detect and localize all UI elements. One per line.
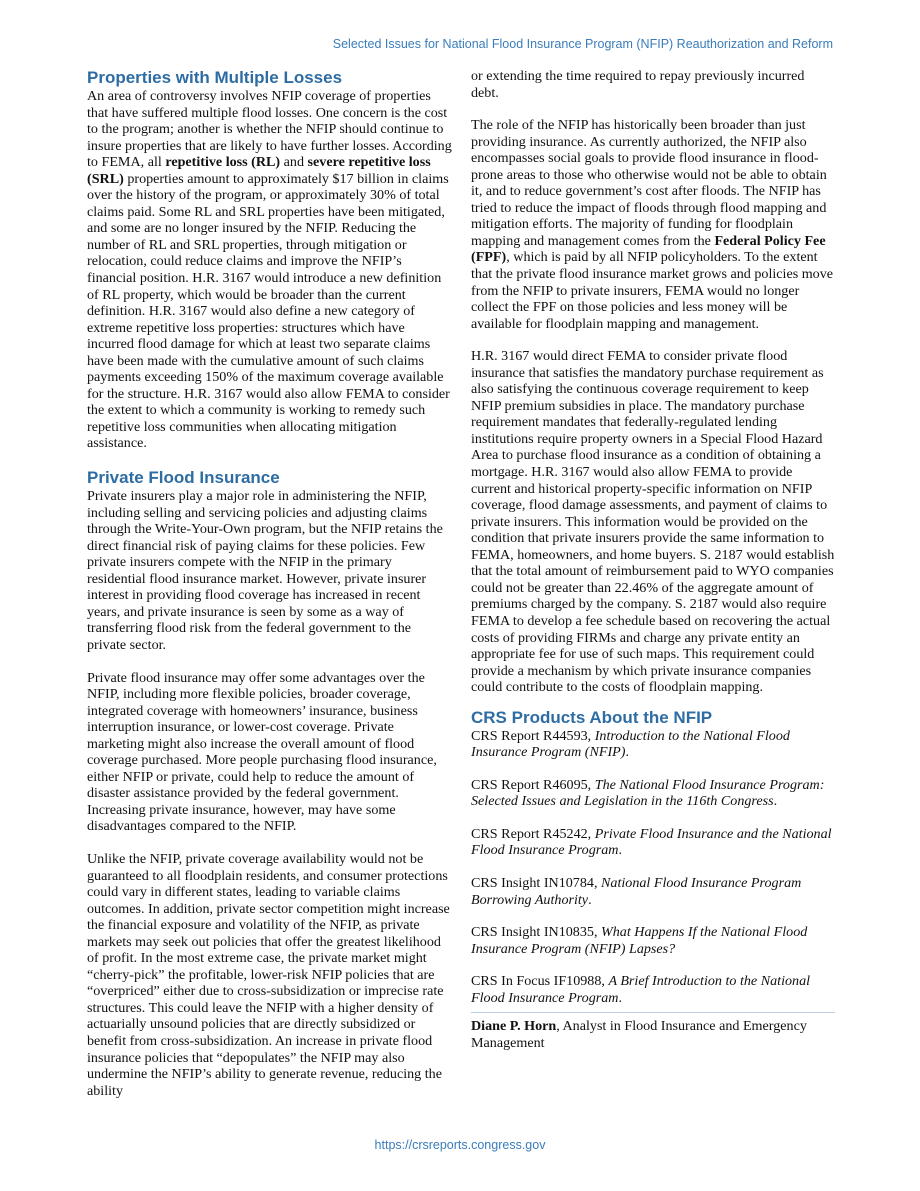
paragraph-nfip-role: The role of the NFIP has historically been broader than just providing insurance. As currently authorized, the NFIP also encompasses social goals to provide flood insurance in flood-prone areas to those who otherwise would not be able to obtain it, and to reduce government’s cost after floods. The NFIP has tried to reduce the impact of floods through flood mapping and mitigation efforts. The majority of funding for floodplain mapping and management comes from the Federal Policy Fee (FPF), which is paid by all NFIP policyholders. To the extent that the private flood insurance market grows and policies move from the NFIP to private insurers, FEMA would no longer collect the FPF on those policies and less money will be available for floodplain mapping and management. <box>471 117 834 332</box>
paragraph-multiple-losses: An area of controversy involves NFIP coverage of properties that have suffered multiple flood losses. One concern is the cost to the program; another is whether the NFIP should continue to insure properties that are likely to have further losses. According to FEMA, all repetitive loss (RL) and severe repetitive loss (SRL) properties amount to approximately $17 billion in claims over the history of the program, or approximately 30% of total claims paid. Some RL and SRL properties have been mitigated, and some are no longer insured by the NFIP. Reducing the number of RL and SRL properties, through mitigation or relocation, could reduce claims and improve the NFIP’s financial position. H.R. 3167 would introduce a new definition of RL property, which would be broader than the current definition. H.R. 3167 would also define a new category of extreme repetitive loss properties: structures which have incurred flood damage for which at least two separate claims have been made with the cumulative amount of such claims payments exceeding 150% of the maximum coverage available for the structure. H.R. 3167 would also allow FEMA to consider the extent to which a community is working to remedy such repetitive loss communities when allocating mitigation assistance. <box>87 88 452 452</box>
paragraph-private-advantages: Private flood insurance may offer some advantages over the NFIP, including more flexible policies, broader coverage, integrated coverage with homeowners’ insurance, business interruption insurance, or lower-cost coverage. Private marketing might also increase the overall amount of flood coverage purchased. More people purchasing flood insurance, either NFIP or private, could help to reduce the amount of disaster assistance provided by the federal government. Increasing private insurance, however, may have some disadvantages compared to the NFIP. <box>87 669 437 835</box>
running-header: Selected Issues for National Flood Insurance Program (NFIP) Reauthorization and Reform <box>332 37 833 51</box>
term-severe-repetitive-loss: severe repetitive loss (SRL) <box>87 154 431 187</box>
right-column <box>471 68 835 1051</box>
author-name: Diane P. Horn <box>471 1018 557 1035</box>
paragraph-private-insurers: Private insurers play a major role in administering the NFIP, including selling and servicing policies and adjusting claims through the Write-Your-Own program, but the NFIP retains the direct financial risk of paying claims for these policies. Few private insurers compete with the NFIP in the primary residential flood insurance market. However, private insurer interest in providing flood coverage has increased in recent years, and private insurance is seen by some as a way of transferring flood risk from the federal government to the private sector. <box>87 488 443 653</box>
crs-reference[interactable]: CRS Report R45242, Private Flood Insurance and the National Flood Insurance Program. <box>471 825 832 859</box>
section-heading-private-flood-insurance: Private Flood Insurance <box>87 468 280 488</box>
author-title: , Analyst in Flood Insurance and Emergency Management <box>471 1018 807 1051</box>
crs-reference[interactable]: CRS Report R46095, The National Flood Insurance Program: Selected Issues and Legislation in the 116th Congress. <box>471 776 825 810</box>
paragraph-private-disadvantages: Unlike the NFIP, private coverage availability would not be guaranteed to all floodplain residents, and consumer protections could vary in different states, leading to variable claims outcomes. In addition, private sector competition might increase the financial exposure and volatility of the NFIP, as private markets may seek out policies that offer the greatest likelihood of profit. In the most extreme case, the private market might “cherry-pick” the profitable, lower-risk NFIP policies that are “overpriced” either due to cross-subsidization or imprecise rate structures. This could leave the NFIP with a higher density of actuarially unsound policies that are directly subsidized or benefit from cross-subsidization. An increase in private flood insurance policies that “depopulates” the NFIP may also undermine the NFIP’s ability to generate revenue, reducing the ability <box>87 850 450 1099</box>
crs-reference[interactable]: CRS Report R44593, Introduction to the National Flood Insurance Program (NFIP). <box>471 727 790 761</box>
term-federal-policy-fee: Federal Policy Fee (FPF) <box>471 232 826 266</box>
section-heading-crs-products: CRS Products About the NFIP <box>471 707 713 727</box>
term-repetitive-loss: repetitive loss (RL) <box>165 154 281 171</box>
crs-reference[interactable]: CRS In Focus IF10988, A Brief Introduction to the National Flood Insurance Program. <box>471 973 811 1006</box>
author-line <box>471 1018 835 1051</box>
paragraph-legislation: H.R. 3167 would direct FEMA to consider private flood insurance that satisfies the mandatory purchase requirement as also satisfying the continuous coverage requirement to keep NFIP premium subsidies in place. The mandatory purchase requirement mandates that federally-regulated lending institutions require property owners in a Special Flood Hazard Area to purchase flood insurance as a condition of obtaining a mortgage. H.R. 3167 would also allow FEMA to provide current and historical property-specific information on NFIP coverage, flood damage assessments, and payment of claims to private insurers. This information would be provided on the condition that private insurers provide the same information to FEMA, homeowners, and home buyers. S. 2187 would establish that the total amount of reimbursement paid to WYO companies could not be greater than 22.46% of the aggregate amount of premiums charged by the company. S. 2187 would also require FEMA to develop a fee schedule based on recovering the actual costs of providing FIRMs and charge any private entity an appropriate fee for use of such maps. This requirement could provide a mechanism by which private insurance companies could contribute to the costs of floodplain mapping. <box>471 348 835 696</box>
left-column <box>87 68 452 1099</box>
crs-reference[interactable]: CRS Insight IN10835, What Happens If the National Flood Insurance Program (NFIP) Lapses? <box>471 924 808 957</box>
footer-url[interactable]: https://crsreports.congress.gov <box>374 1138 546 1152</box>
author-divider <box>471 1012 835 1013</box>
section-heading-multiple-losses: Properties with Multiple Losses <box>87 68 343 87</box>
crs-reference[interactable]: CRS Insight IN10784, National Flood Insurance Program Borrowing Authority. <box>471 874 802 908</box>
paragraph-continued: or extending the time required to repay previously incurred debt. <box>471 68 805 101</box>
